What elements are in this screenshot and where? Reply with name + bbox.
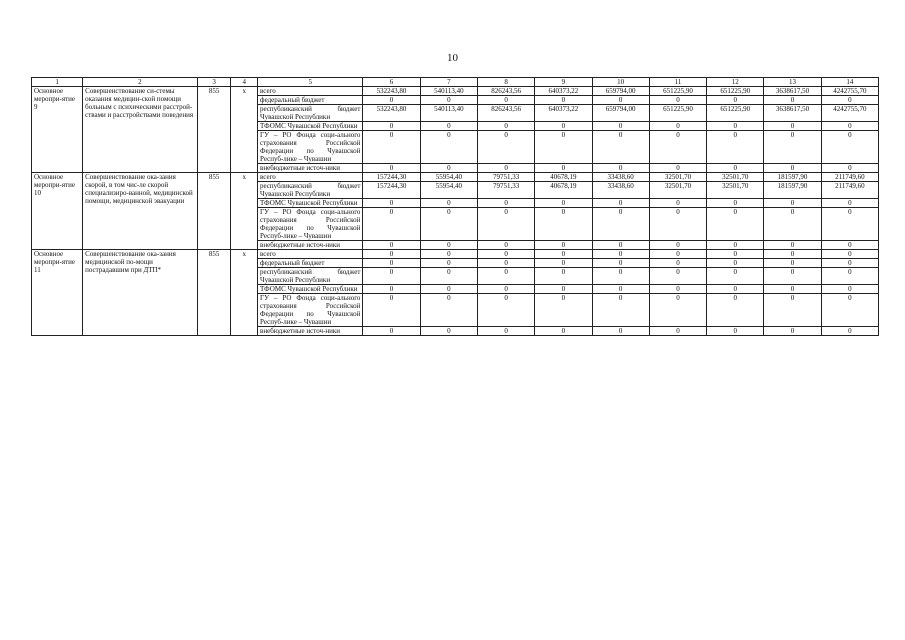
value-cell: 0 [707,294,764,327]
funding-source-cell: ТФОМС Чувашской Республики [258,285,363,294]
value-cell: 0 [420,268,477,285]
value-cell: 0 [477,122,534,131]
marker-cell: x [231,250,258,336]
value-cell: 0 [363,208,420,241]
value-cell: 0 [707,241,764,250]
value-cell: 0 [477,250,534,259]
value-cell: 32501,70 [649,182,706,199]
budget-table [31,77,879,336]
value-cell: 0 [477,285,534,294]
code-cell: 855 [197,87,231,173]
value-cell: 157244,30 [363,173,420,182]
code-cell: 855 [197,173,231,250]
value-cell: 0 [764,250,821,259]
value-cell: 0 [707,131,764,164]
funding-source-cell: всего [258,173,363,182]
value-cell: 0 [649,96,706,105]
header-row [32,78,879,87]
column-header: 9 [535,78,592,87]
value-cell: 0 [707,259,764,268]
column-header: 3 [197,78,231,87]
value-cell: 0 [707,327,764,336]
value-cell: 0 [764,164,821,173]
value-cell: 0 [477,294,534,327]
value-cell: 4242755,70 [821,87,878,96]
column-header: 5 [258,78,363,87]
value-cell: 32501,70 [707,173,764,182]
marker-cell: x [231,173,258,250]
value-cell: 0 [535,285,592,294]
table-row [32,87,879,96]
funding-source-cell: внебюджетные источ-ники [258,164,363,173]
value-cell: 0 [649,122,706,131]
value-cell: 651225,90 [649,87,706,96]
value-cell: 0 [592,259,649,268]
value-cell: 33438,60 [592,182,649,199]
column-header: 8 [477,78,534,87]
page-number: 10 [447,52,458,64]
event-name-cell: Совершенствование ока-зания скорой, в том чис-ле скорой специализиро-ванной, медицинской помощи, медицинской эвакуации [83,173,198,250]
value-cell: 0 [821,250,878,259]
value-cell: 55954,40 [420,173,477,182]
column-header: 1 [32,78,83,87]
value-cell: 0 [592,285,649,294]
value-cell: 0 [420,96,477,105]
value-cell: 0 [764,259,821,268]
value-cell: 0 [477,199,534,208]
value-cell: 55954,40 [420,182,477,199]
value-cell: 157244,30 [363,182,420,199]
value-cell: 0 [420,122,477,131]
value-cell: 0 [477,131,534,164]
value-cell: 40678,19 [535,182,592,199]
value-cell: 0 [649,327,706,336]
value-cell: 0 [764,96,821,105]
funding-source-cell: ГУ – РО Фонда соци-ального страхования Российской Федерации по Чувашской Респуб-лике – Чувашии [258,131,363,164]
value-cell: 0 [420,250,477,259]
value-cell: 181597,90 [764,173,821,182]
value-cell: 0 [821,327,878,336]
column-header: 4 [231,78,258,87]
value-cell: 0 [477,268,534,285]
value-cell: 0 [535,164,592,173]
value-cell: 0 [363,327,420,336]
value-cell: 0 [420,208,477,241]
value-cell: 0 [821,122,878,131]
value-cell: 0 [821,164,878,173]
value-cell: 0 [764,241,821,250]
value-cell: 0 [592,131,649,164]
funding-source-cell: ГУ – РО Фонда соци-ального страхования Российской Федерации по Чувашской Респуб-лике – Чувашии [258,208,363,241]
value-cell: 0 [477,327,534,336]
value-cell: 0 [477,259,534,268]
value-cell: 0 [592,208,649,241]
funding-source-cell: ТФОМС Чувашской Республики [258,199,363,208]
funding-source-cell: республиканский бюджет Чувашской Республики [258,105,363,122]
value-cell: 0 [649,268,706,285]
value-cell: 0 [764,122,821,131]
funding-source-cell: всего [258,87,363,96]
value-cell: 0 [764,199,821,208]
funding-source-cell: ТФОМС Чувашской Республики [258,122,363,131]
value-cell: 0 [535,208,592,241]
value-cell: 181597,90 [764,182,821,199]
value-cell: 0 [764,208,821,241]
value-cell: 0 [592,164,649,173]
value-cell: 0 [707,285,764,294]
value-cell: 651225,90 [707,87,764,96]
value-cell: 540113,40 [420,87,477,96]
column-header: 11 [649,78,706,87]
value-cell: 0 [707,122,764,131]
value-cell: 0 [420,259,477,268]
value-cell: 0 [649,131,706,164]
value-cell: 640373,22 [535,105,592,122]
value-cell: 0 [363,294,420,327]
value-cell: 0 [363,259,420,268]
value-cell: 0 [420,285,477,294]
value-cell: 0 [592,294,649,327]
value-cell: 0 [649,294,706,327]
value-cell: 0 [363,268,420,285]
value-cell: 0 [363,250,420,259]
value-cell: 0 [821,241,878,250]
value-cell: 0 [764,131,821,164]
value-cell: 640373,22 [535,87,592,96]
value-cell: 532243,80 [363,87,420,96]
value-cell: 0 [592,122,649,131]
value-cell: 0 [420,241,477,250]
value-cell: 0 [592,241,649,250]
value-cell: 0 [592,96,649,105]
value-cell: 0 [535,327,592,336]
value-cell: 0 [821,285,878,294]
value-cell: 0 [707,164,764,173]
value-cell: 0 [535,250,592,259]
value-cell: 0 [592,199,649,208]
value-cell: 0 [707,96,764,105]
value-cell: 0 [821,268,878,285]
event-number-cell: Основное меропри-ятие 10 [32,173,83,250]
value-cell: 0 [363,241,420,250]
value-cell: 0 [535,259,592,268]
value-cell: 0 [420,199,477,208]
value-cell: 0 [363,164,420,173]
value-cell: 651225,90 [707,105,764,122]
value-cell: 0 [764,268,821,285]
value-cell: 79751,33 [477,173,534,182]
value-cell: 0 [363,96,420,105]
value-cell: 0 [592,268,649,285]
value-cell: 0 [477,164,534,173]
funding-source-cell: внебюджетные источ-ники [258,241,363,250]
column-header: 10 [592,78,649,87]
value-cell: 0 [821,199,878,208]
table-row [32,250,879,259]
event-name-cell: Совершенствование си-стемы оказания медицин-ской помощи больным с психическими расстрой-ствами и расстройствами поведения [83,87,198,173]
funding-source-cell: ГУ – РО Фонда соци-ального страхования Российской Федерации по Чувашской Респуб-лике – Чувашии [258,294,363,327]
event-number-cell: Основное меропри-ятие 9 [32,87,83,173]
value-cell: 0 [764,327,821,336]
value-cell: 32501,70 [649,173,706,182]
value-cell: 79751,33 [477,182,534,199]
funding-source-cell: федеральный бюджет [258,96,363,105]
column-header: 13 [764,78,821,87]
value-cell: 0 [649,208,706,241]
value-cell: 0 [363,285,420,294]
value-cell: 0 [592,327,649,336]
value-cell: 0 [363,122,420,131]
funding-source-cell: федеральный бюджет [258,259,363,268]
value-cell: 0 [535,131,592,164]
value-cell: 0 [420,294,477,327]
value-cell: 0 [649,241,706,250]
code-cell: 855 [197,250,231,336]
column-header: 12 [707,78,764,87]
value-cell: 0 [420,327,477,336]
value-cell: 0 [821,131,878,164]
value-cell: 0 [821,259,878,268]
value-cell: 0 [477,96,534,105]
value-cell: 40678,19 [535,173,592,182]
value-cell: 0 [707,208,764,241]
value-cell: 0 [535,241,592,250]
column-header: 2 [83,78,198,87]
value-cell: 211749,60 [821,182,878,199]
event-name-cell: Совершенствование ока-зания медицинской по-мощи пострадавшим при ДТП* [83,250,198,336]
value-cell: 0 [649,259,706,268]
event-number-cell: Основное меропри-ятие 11 [32,250,83,336]
value-cell: 211749,60 [821,173,878,182]
value-cell: 0 [821,208,878,241]
value-cell: 33438,60 [592,173,649,182]
value-cell: 0 [535,96,592,105]
value-cell: 0 [764,294,821,327]
value-cell: 659794,00 [592,105,649,122]
value-cell: 32501,70 [707,182,764,199]
value-cell: 826243,56 [477,105,534,122]
value-cell: 0 [764,285,821,294]
value-cell: 4242755,70 [821,105,878,122]
value-cell: 0 [363,131,420,164]
value-cell: 0 [535,268,592,285]
value-cell: 0 [649,164,706,173]
value-cell: 0 [821,294,878,327]
funding-source-cell: республиканский бюджет Чувашской Республики [258,268,363,285]
value-cell: 0 [649,250,706,259]
value-cell: 0 [420,164,477,173]
marker-cell: x [231,87,258,173]
value-cell: 0 [420,131,477,164]
value-cell: 0 [535,199,592,208]
value-cell: 0 [535,122,592,131]
value-cell: 0 [477,241,534,250]
funding-source-cell: всего [258,250,363,259]
value-cell: 0 [649,285,706,294]
value-cell: 651225,90 [649,105,706,122]
value-cell: 0 [707,250,764,259]
value-cell: 0 [535,294,592,327]
table-row [32,173,879,182]
value-cell: 659794,00 [592,87,649,96]
value-cell: 0 [707,268,764,285]
value-cell: 0 [821,96,878,105]
funding-source-cell: внебюджетные источ-ники [258,327,363,336]
table-body [32,78,879,336]
value-cell: 3638617,50 [764,105,821,122]
value-cell: 0 [363,199,420,208]
value-cell: 532243,80 [363,105,420,122]
value-cell: 3638617,50 [764,87,821,96]
value-cell: 0 [649,199,706,208]
value-cell: 0 [707,199,764,208]
column-header: 7 [420,78,477,87]
funding-source-cell: республиканский бюджет Чувашской Республики [258,182,363,199]
value-cell: 0 [592,250,649,259]
value-cell: 826243,56 [477,87,534,96]
column-header: 14 [821,78,878,87]
value-cell: 0 [477,208,534,241]
column-header: 6 [363,78,420,87]
value-cell: 540113,40 [420,105,477,122]
